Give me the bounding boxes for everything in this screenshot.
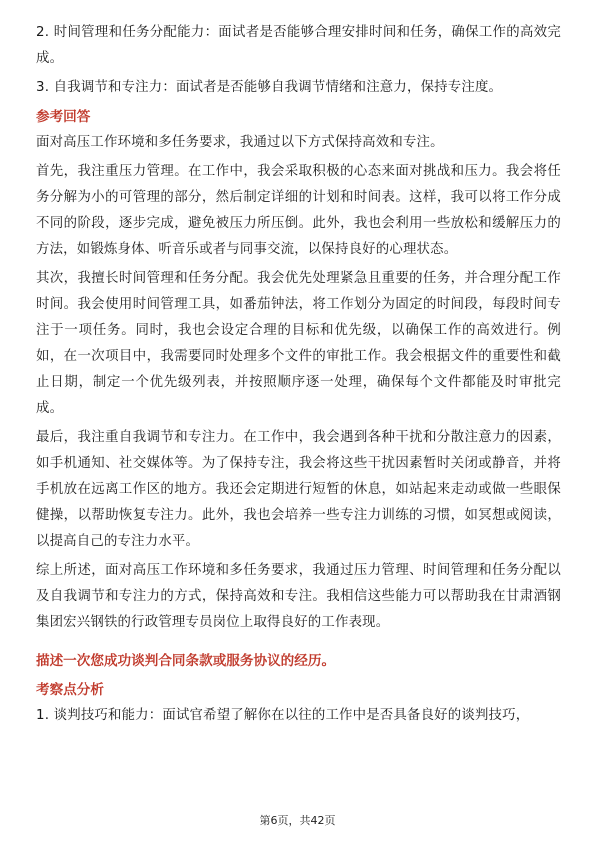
answer-paragraph-3: 最后，我注重自我调节和专注力。在工作中，我会遇到各种干扰和分散注意力的因素，如手机通知、社交媒体等。为了保持专注，我会将这些干扰因素暂时关闭或静音，并将手机放在远离工作区的地方。我还会定期进行短暂的休息，如站起来走动或做一些眼保健操，以帮助恢复专注力。此外，我也会培养一些专注力训练的习惯，如冥想或阅读，以提高自己的专注力水平。 xyxy=(36,430,561,549)
analysis-item-1: 1. 谈判技巧和能力：面试官希望了解你在以往的工作中是否具备良好的谈判技巧， xyxy=(36,708,530,723)
document-page xyxy=(36,20,561,729)
page-footer: 第6页，共42页 xyxy=(259,814,336,827)
evaluation-item-3: 3. 自我调节和专注力：面试者是否能够自我调节情绪和注意力，保持专注度。 xyxy=(36,80,503,95)
answer-paragraph-1: 首先，我注重压力管理。在工作中，我会采取积极的心态来面对挑战和压力。我会将任务分解为小的可管理的部分，然后制定详细的计划和时间表。这样，我可以将工作分成不同的阶段，逐步完成，避免被压力所压倒。此外，我也会利用一些放松和缓解压力的方法，如锻炼身体、听音乐或者与同事交流，以保持良好的心理状态。 xyxy=(36,164,561,257)
answer-paragraph-2: 其次，我擅长时间管理和任务分配。我会优先处理紧急且重要的任务，并合理分配工作时间。我会使用时间管理工具，如番茄钟法，将工作划分为固定的时间段，每段时间专注于一项任务。同时，我也会设定合理的目标和优先级，以确保工作的高效进行。例如，在一次项目中，我需要同时处理多个文件的审批工作。我会根据文件的重要性和截止日期，制定一个优先级列表，并按照顺序逐一处理，确保每个文件都能及时审批完成。 xyxy=(36,271,561,416)
answer-intro: 面对高压工作环境和多任务要求，我通过以下方式保持高效和专注。 xyxy=(36,135,444,150)
answer-heading: 参考回答 xyxy=(36,109,91,125)
evaluation-item-2: 2. 时间管理和任务分配能力：面试者是否能够合理安排时间和任务，确保工作的高效完成。 xyxy=(36,25,561,66)
next-question: 描述一次您成功谈判合同条款或服务协议的经历。 xyxy=(36,653,336,669)
answer-conclusion: 综上所述，面对高压工作环境和多任务要求，我通过压力管理、时间管理和任务分配以及自我调节和专注力的方式，保持高效和专注。我相信这些能力可以帮助我在甘肃酒钢集团宏兴钢铁的行政管理专员岗位上取得良好的工作表现。 xyxy=(36,563,561,630)
analysis-heading: 考察点分析 xyxy=(36,682,104,698)
